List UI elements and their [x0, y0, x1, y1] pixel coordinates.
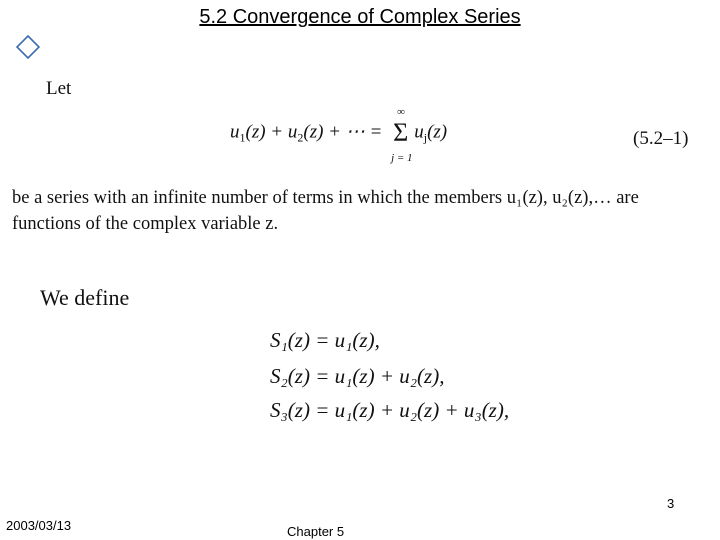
partial-sum-s3: S₃(z) = u₁(z) + u₂(z) + u₃(z),: [270, 398, 510, 422]
sum-lower-limit: j = 1: [391, 152, 413, 164]
footer-date: 2003/03/13: [6, 518, 72, 533]
let-text: Let: [46, 78, 72, 99]
equation-number: (5.2–1): [633, 128, 689, 149]
series-description: be a series with an infinite number of terms in which the members u₁(z), u₂(z),… are functions of the complex variable z.: [12, 188, 639, 234]
partial-sum-s1: S₁(z) = u₁(z),: [270, 328, 380, 352]
partial-sum-s2: S₂(z) = u₁(z) + u₂(z),: [270, 364, 445, 388]
sum-upper-limit: ∞: [397, 106, 405, 118]
we-define-text: We define: [40, 285, 130, 310]
equation-5-2-1: $u_1(z) + u_2(z)$ + ⋯ = Σ ∞ j = 1 $u_j(z)$: [230, 106, 448, 164]
summation-symbol: Σ ∞ j = 1: [391, 106, 413, 164]
diamond-outline-icon: [16, 35, 40, 59]
page-number: 3: [667, 496, 675, 511]
footer-chapter: Chapter 5: [287, 524, 345, 539]
slide-title: 5.2 Convergence of Complex Series: [199, 6, 521, 28]
